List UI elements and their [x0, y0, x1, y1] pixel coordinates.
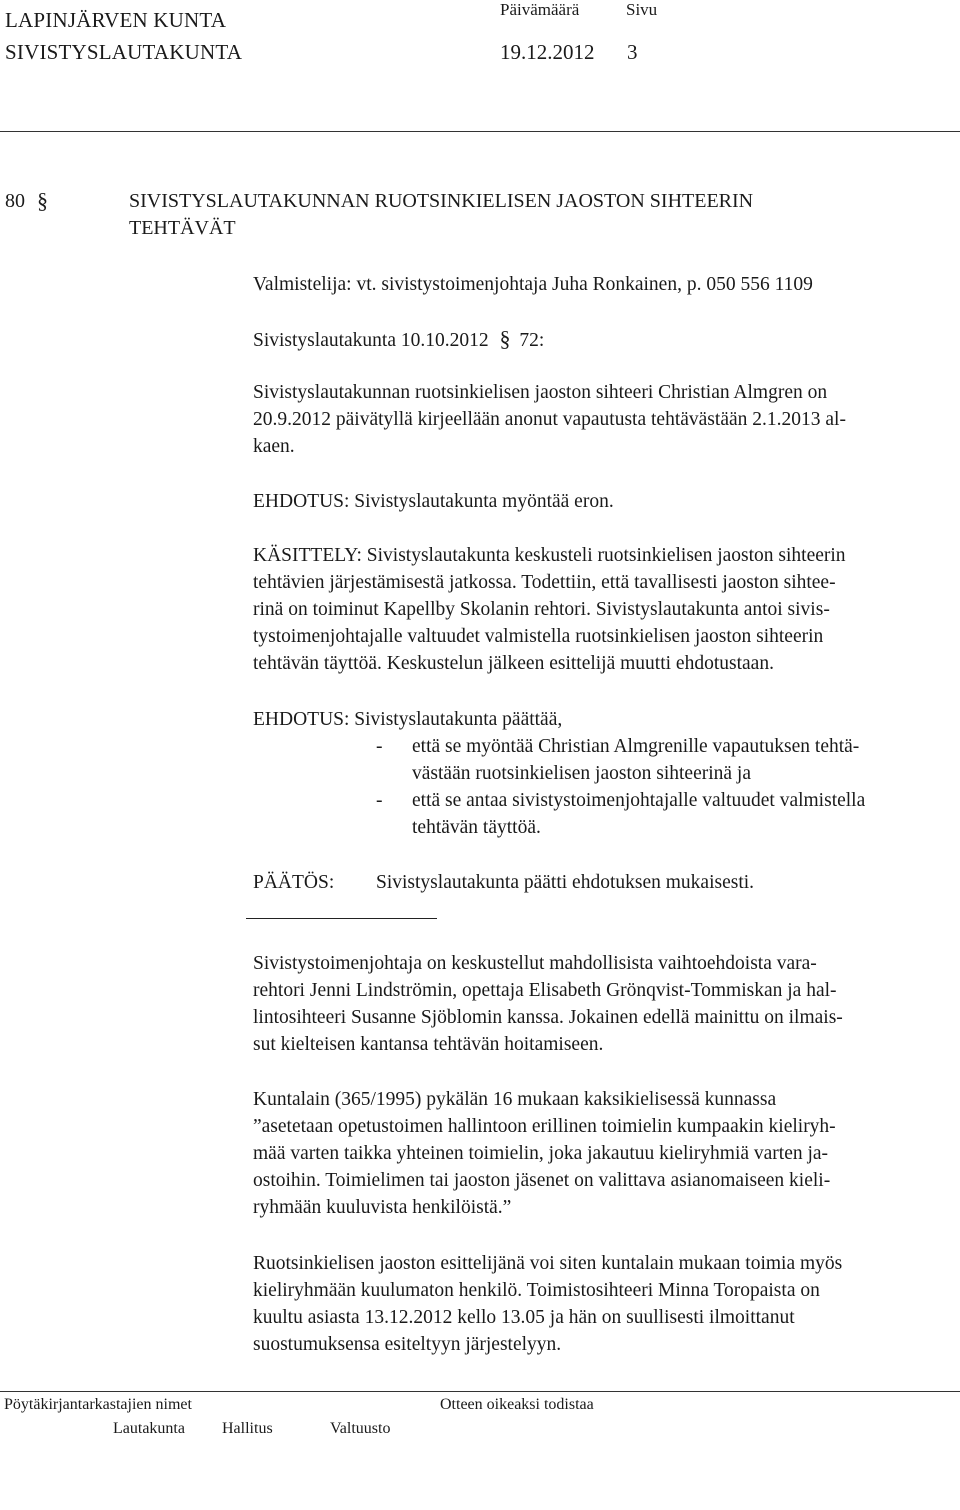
- intro-line: 20.9.2012 päivätyllä kirjeellään anonut vapautusta tehtävästään 2.1.2013 al-: [253, 409, 846, 430]
- discussion-line: tehtävän täyttöä. Keskustelun jälkeen esittelijä muutti ehdotustaan.: [253, 653, 774, 674]
- paragraph-line: mää varten taikka yhteinen toimielin, joka jakautuu kieliryhmiä varten ja-: [253, 1143, 829, 1164]
- government-label: Hallitus: [222, 1420, 273, 1437]
- decision-text: Sivistyslautakunta päätti ehdotuksen mukaisesti.: [376, 872, 755, 893]
- item-title-line2: TEHTÄVÄT: [129, 217, 236, 239]
- certify-label: Otteen oikeaksi todistaa: [440, 1396, 594, 1413]
- municipality-name: LAPINJÄRVEN KUNTA: [5, 8, 227, 32]
- meeting-section-sign: §: [499, 326, 511, 351]
- separator-rule: [246, 918, 437, 919]
- section-sign: §: [37, 188, 48, 213]
- paragraph-line: lintosihteeri Susanne Sjöblomin kanssa. Jokainen edellä mainittu on ilmais-: [253, 1007, 843, 1028]
- date-label: Päivämäärä: [500, 0, 580, 19]
- meeting-reference: [253, 325, 544, 354]
- meeting-text: Sivistyslautakunta 10.10.2012: [253, 330, 489, 351]
- paragraph-line: rehtori Jenni Lindströmin, opettaja Elisabeth Grönqvist-Tommiskan ja hal-: [253, 980, 837, 1001]
- paragraph-line: ostoihin. Toimielimen tai jaoston jäsenet on valittava asianomaiseen kieli-: [253, 1170, 831, 1191]
- paragraph-line: ryhmään kuuluvista henkilöistä.”: [253, 1197, 512, 1218]
- intro-line: Sivistyslautakunnan ruotsinkielisen jaoston sihteeri Christian Almgren on: [253, 382, 828, 403]
- discussion-line: tehtävien järjestämisestä jatkossa. Todettiin, että tavallisesti jaoston sihtee-: [253, 572, 836, 593]
- item-number: 80: [5, 190, 25, 212]
- discussion-paragraph: [253, 542, 958, 677]
- intro-paragraph: [253, 379, 958, 460]
- bullet-2-line2: tehtävän täyttöä.: [412, 817, 541, 838]
- paragraph-line: kieliryhmään kuulumaton henkilö. Toimistosihteeri Minna Toropaista on: [253, 1280, 820, 1301]
- paragraph-line: sut kielteisen kantansa tehtävän hoitamiseen.: [253, 1034, 604, 1055]
- bullet-1-line1: että se myöntää Christian Almgrenille vapautuksen tehtä-: [412, 736, 860, 757]
- board-name: SIVISTYSLAUTAKUNTA: [5, 40, 243, 64]
- page-number: 3: [627, 40, 638, 64]
- intro-line: kaen.: [253, 436, 295, 457]
- council-label: Valtuusto: [330, 1420, 391, 1437]
- paragraph-line: suostumuksensa esiteltyyn järjestelyyn.: [253, 1334, 562, 1355]
- meeting-item: 72:: [519, 330, 545, 351]
- discussion-line: rinä on toiminut Kapellby Skolanin rehtori. Sivistyslautakunta antoi sivis-: [253, 599, 830, 620]
- board-label: Lautakunta: [113, 1420, 185, 1437]
- bullet-dash: -: [376, 736, 383, 757]
- proposal-2-head: EHDOTUS: Sivistyslautakunta päättää,: [253, 709, 563, 730]
- decision-label: PÄÄTÖS:: [253, 872, 335, 893]
- checkers-label: Pöytäkirjantarkastajien nimet: [4, 1396, 192, 1413]
- paragraph-alternatives: [253, 950, 958, 1058]
- paragraph-line: kuultu asiasta 13.12.2012 kello 13.05 ja hän on suullisesti ilmoittanut: [253, 1307, 795, 1328]
- paragraph-line: Ruotsinkielisen jaoston esittelijänä voi siten kuntalain mukaan toimia myös: [253, 1253, 843, 1274]
- header-rule: [0, 131, 960, 132]
- bullet-dash: -: [376, 790, 383, 811]
- bullet-2-line1: että se antaa sivistystoimenjohtajalle valtuudet valmistella: [412, 790, 866, 811]
- proposal-1: EHDOTUS: Sivistyslautakunta myöntää eron.: [253, 491, 614, 512]
- item-title-line1: SIVISTYSLAUTAKUNNAN RUOTSINKIELISEN JAOSTON SIHTEERIN: [129, 190, 754, 212]
- preparer-line: Valmistelija: vt. sivistystoimenjohtaja Juha Ronkainen, p. 050 556 1109: [253, 274, 813, 295]
- paragraph-line: Kuntalain (365/1995) pykälän 16 mukaan kaksikielisessä kunnassa: [253, 1089, 777, 1110]
- footer-rule: [0, 1391, 960, 1392]
- paragraph-line: ”asetetaan opetustoimen hallintoon erillinen toimielin kumpaakin kieliryh-: [253, 1116, 836, 1137]
- discussion-line: KÄSITTELY: Sivistyslautakunta keskusteli ruotsinkielisen jaoston sihteerin: [253, 545, 846, 566]
- paragraph-line: Sivistystoimenjohtaja on keskustellut mahdollisista vaihtoehdoista vara-: [253, 953, 817, 974]
- page-label: Sivu: [626, 0, 658, 19]
- document-date: 19.12.2012: [500, 40, 595, 64]
- paragraph-presenter: [253, 1250, 958, 1358]
- paragraph-municipal-law: [253, 1086, 958, 1221]
- discussion-line: tystoimenjohtajalle valtuudet valmistella ruotsinkielisen jaoston sihteerin: [253, 626, 824, 647]
- bullet-1-line2: västään ruotsinkielisen jaoston sihteerinä ja: [412, 763, 751, 784]
